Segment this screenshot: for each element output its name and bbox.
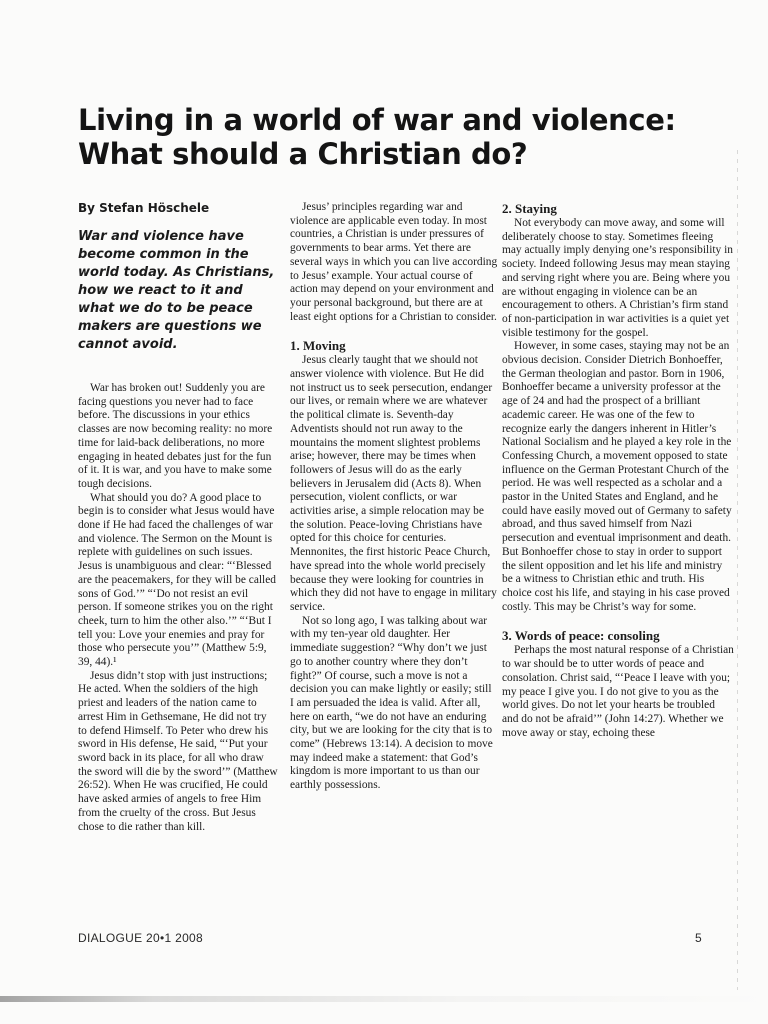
- article-title-line-1: Living in a world of war and violence:: [78, 103, 676, 137]
- article-title: [78, 103, 738, 171]
- column-2: [290, 201, 498, 793]
- body-paragraph: Perhaps the most natural response of a Christian to war should be to utter words of peace and consolation. Christ said, “‘Peace I leave with you; my peace I give you. I do not give to you as the world gives. Do not let your hearts be troubled and do not be afraid’” (John 14:27). Whether we move away or stay, echoing these: [502, 644, 734, 739]
- section-heading-words-of-peace: 3. Words of peace: consoling: [502, 628, 660, 644]
- section-heading-moving: 1. Moving: [290, 338, 346, 354]
- intro-paragraph: Jesus’ principles regarding war and violence are applicable even today. In most countries, a Christian is under pressures of governments to bear arms. Yet there are several ways in which you can live according to Jesus’ example. Your actual course of action may depend on your environment and your personal background, but there are at least eight options for a Christian to consider.: [290, 201, 498, 323]
- column-3: [502, 201, 734, 740]
- section-heading-staying: 2. Staying: [502, 201, 557, 216]
- body-paragraph: Not everybody can move away, and some will deliberately choose to stay. Sometimes fleeing may actually imply denying one’s responsibility in society. Indeed following Jesus may mean staying and serving right where you are. Being where you are without engaging in violence can be an encouragement to others. A Christian’s firm stand of non-participation in war activities is a quiet yet visible testimony for the gospel.: [502, 217, 733, 339]
- scan-bottom-edge: [0, 996, 768, 1002]
- body-paragraph: However, in some cases, staying may not be an obvious decision. Consider Dietrich Bonhoeffer, the German theologian and pastor. Born in 1906, Bonhoeffer became a university professor at the age of 24 and had the prospect of a brilliant academic career. He was one of the few to recognize early the dangers inherent in Hitler’s National Socialism and he played a key role in the Confessing Church, a movement opposed to state influence on the German Protestant Church of the period. He was well respected as a scholar and a pastor in the United States and England, and he could have easily moved out of Germany to safety abroad, and thus saved himself from Nazi persecution and eventual imprisonment and death. But Bonhoeffer chose to stay in order to support the silent opposition and let his life and ministry be a witness to Christian ethic and truth. His choice cost his life, and staying in his case proved costly. This may be Christ’s way for some.: [502, 340, 732, 613]
- page-number: 5: [695, 931, 702, 945]
- scan-margin-line: [737, 150, 738, 990]
- body-paragraph: Jesus clearly taught that we should not answer violence with violence. But He did not instruct us to seek persecution, endanger our lives, or remain where we are whatever the political climate is. Seventh-day Adventists should not run away to the mountains the moment slightest problems arise; however, there may be times when followers of Jesus will do as the early believers in Jerusalem did (Acts 8). When persecution, violent conflicts, or war activities arise, a simple relocation may be the solution. Peace-loving Christians have opted for this choice for centuries. Mennonites, the first historic Peace Church, have spread into the whole world precisely because they were looking for countries in which they did not have to engage in military service.: [290, 354, 497, 613]
- article-title-line-2: What should a Christian do?: [78, 137, 528, 171]
- body-paragraph: Jesus didn’t stop with just instructions; He acted. When the soldiers of the high priest and leaders of the nation came to arrest Him in Gethsemane, He did not try to defend Himself. To Peter who drew his sword in His defense, He said, “‘Put your sword back in its place, for all who draw the sword will die by the sword’” (Matthew 26:52). When He was crucified, He could have asked armies of angels to free Him from the cruelty of the cross. But Jesus chose to die rather than kill.: [78, 669, 278, 833]
- article-deck: War and violence have become common in the world today. As Christians, how we react to it and what we do to be peace makers are questions we cannot avoid.: [78, 229, 275, 352]
- byline: By Stefan Höschele: [78, 201, 210, 215]
- body-paragraph: Not so long ago, I was talking about war with my ten-year old daughter. Her immediate suggestion? “Why don’t we just go to another country where they don’t fight?” Of course, such a move is not a decision you can make lightly or easily; still I am persuaded the idea is valid. After all, here on earth, “we do not have an enduring city, but we are looking for the city that is to come” (Hebrews 13:14). A decision to move may indeed make a statement: that God’s kingdom is more important to us than our earthly possessions.: [290, 614, 493, 792]
- body-paragraph: What should you do? A good place to begin is to consider what Jesus would have done if He had faced the challenges of war and violence. The Sermon on the Mount is replete with guidelines on such issues. Jesus is unambiguous and clear: “‘Blessed are the peacemakers, for they will be called sons of God.’” “‘Do not resist an evil person. If someone strikes you on the right cheek, turn to him the other also.’” “‘But I tell you: Love your enemies and pray for those who persecute you’” (Matthew 5:9, 39, 44).¹: [78, 491, 276, 669]
- journal-footer: DIALOGUE 20•1 2008: [78, 931, 204, 945]
- column-1: [78, 201, 278, 834]
- body-paragraph: War has broken out! Suddenly you are facing questions you never had to face before. The discussions in your ethics classes are now becoming reality: no more time for laid-back deliberations, no more engaging in heated debates just for the fun of it. It is war, and you have to make some tough decisions.: [78, 382, 273, 490]
